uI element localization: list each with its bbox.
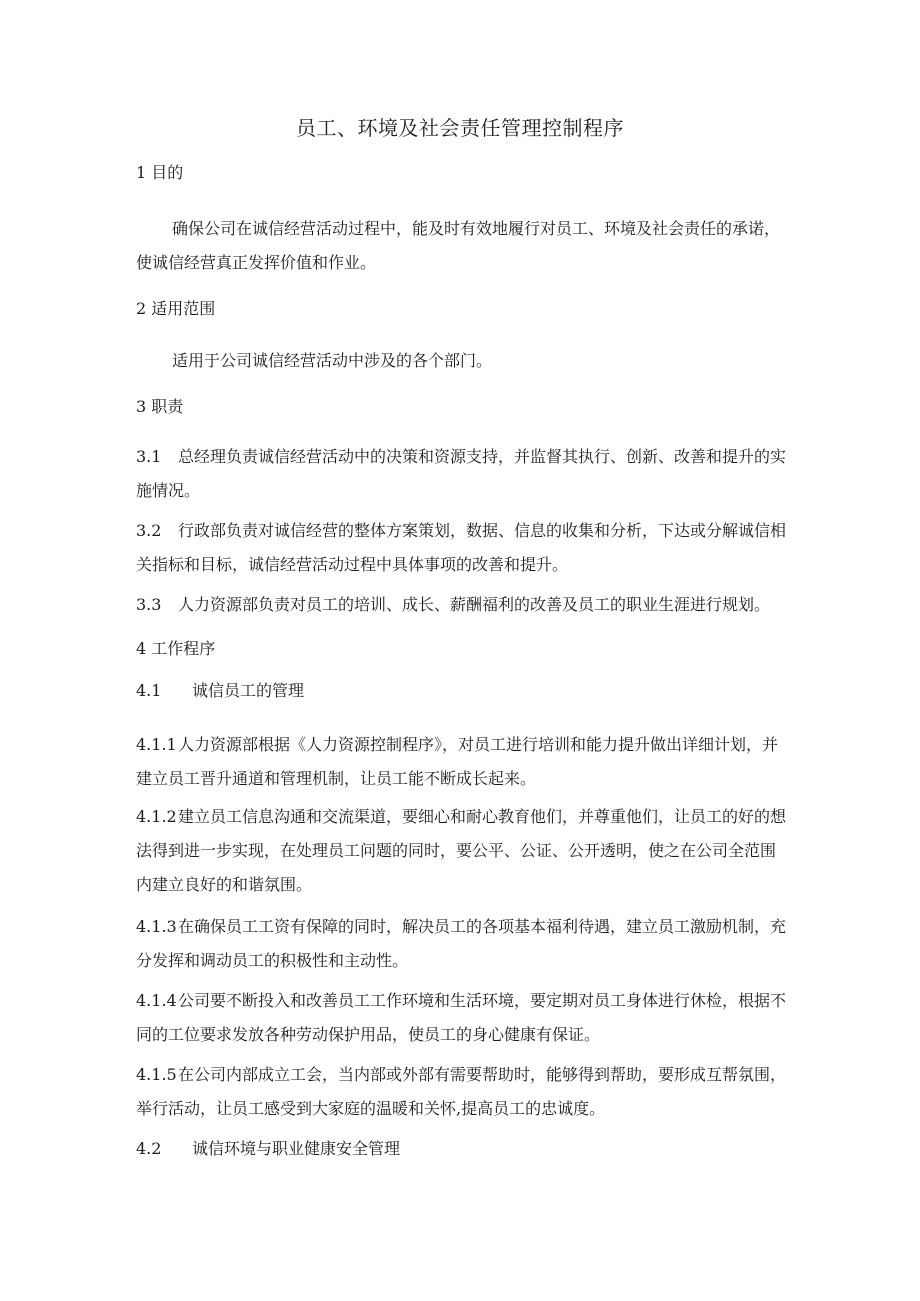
subsection-title: 诚信环境与职业健康安全管理 [192, 1139, 401, 1158]
paragraph-3-3 [136, 588, 786, 622]
paragraph-4-1-1 [136, 728, 786, 796]
clause-text: 在公司内部成立工会，当内部或外部有需要帮助时，能够得到帮助，要形成互帮氛围，举行活动，让员工感受到大家庭的温暖和关怀,提高员工的忠诚度。 [136, 1065, 787, 1118]
clause-text: 行政部负责对诚信经营的整体方案策划，数据、信息的收集和分析，下达或分解诚信相关指标和目标，诚信经营活动过程中具体事项的改善和提升。 [136, 521, 787, 574]
clause-number: 3.3 [136, 595, 162, 614]
clause-number: 4.1.5 [136, 1065, 177, 1084]
clause-number: 4.1.3 [136, 917, 177, 936]
paragraph-4-1-5 [136, 1058, 786, 1126]
paragraph-scope: 适用于公司诚信经营活动中涉及的各个部门。 [172, 351, 493, 370]
clause-number: 3.1 [136, 447, 162, 466]
clause-number: 4.1.4 [136, 991, 177, 1010]
clause-text: 建立员工信息沟通和交流渠道，要细心和耐心教育他们，并尊重他们，让员工的好的想法得到进一步实现，在处理员工问题的同时，要公平、公证、公开透明，使之在公司全范围内建立良好的和谐氛围。 [136, 807, 787, 894]
page-title: 员工、环境及社会责任管理控制程序 [296, 116, 624, 140]
paragraph-4-1-3 [136, 910, 786, 978]
clause-text: 人力资源部负责对员工的培训、成长、薪酬福利的改善及员工的职业生涯进行规划。 [178, 595, 771, 614]
section-heading-procedure: 4 工作程序 [136, 639, 216, 658]
clause-number: 4.2 [136, 1139, 162, 1158]
paragraph-3-2 [136, 514, 786, 582]
section-heading-responsibilities: 3 职责 [136, 397, 184, 416]
subsection-heading-4-2 [136, 1138, 400, 1160]
clause-text: 总经理负责诚信经营活动中的决策和资源支持，并监督其执行、创新、改善和提升的实施情况。 [136, 447, 787, 500]
section-heading-scope: 2 适用范围 [136, 299, 216, 318]
section-heading-purpose: 1 目的 [136, 163, 184, 182]
clause-text: 公司要不断投入和改善员工工作环境和生活环境，要定期对员工身体进行休检，根据不同的工位要求发放各种劳动保护用品，使员工的身心健康有保证。 [136, 991, 787, 1044]
clause-number: 3.2 [136, 521, 162, 540]
clause-number: 4.1.1 [136, 735, 177, 754]
subsection-heading-4-1 [136, 680, 304, 702]
paragraph-3-1 [136, 440, 786, 508]
paragraph-4-1-2 [136, 800, 786, 902]
clause-text: 人力资源部根据《人力资源控制程序》，对员工进行培训和能力提升做出详细计划，并建立员工晋升通道和管理机制，让员工能不断成长起来。 [136, 735, 779, 788]
paragraph-4-1-4 [136, 984, 786, 1052]
clause-text: 在确保员工工资有保障的同时，解决员工的各项基本福利待遇，建立员工激励机制，充分发挥和调动员工的积极性和主动性。 [136, 917, 787, 970]
paragraph-purpose: 确保公司在诚信经营活动过程中，能及时有效地履行对员工、环境及社会责任的承诺，使诚信经营真正发挥价值和作业。 [136, 219, 781, 272]
subsection-title: 诚信员工的管理 [192, 681, 305, 700]
clause-number: 4.1 [136, 681, 162, 700]
clause-number: 4.1.2 [136, 807, 177, 826]
